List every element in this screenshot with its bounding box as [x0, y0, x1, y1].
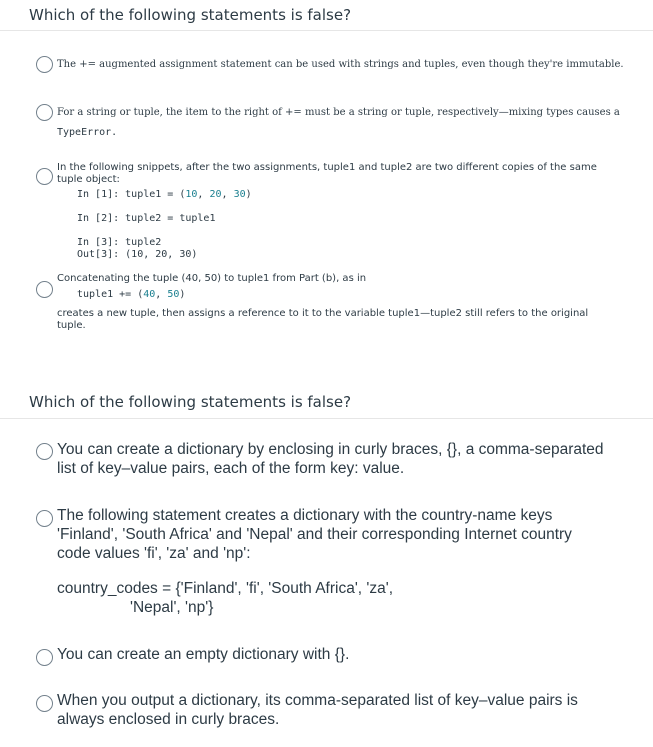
q2-option-b-line2: 'Finland', 'South Africa' and 'Nepal' and their corresponding Internet country: [57, 526, 572, 543]
q2-option-c-radio[interactable]: [36, 649, 53, 666]
q1-option-c-line2: tuple object:: [57, 174, 120, 185]
q1-option-d-line1: Concatenating the tuple (40, 50) to tuple1 from Part (b), as in: [57, 273, 367, 284]
q2-option-b-radio[interactable]: [36, 510, 53, 527]
q1-option-c-radio[interactable]: [36, 168, 53, 185]
q1-option-b-radio[interactable]: [36, 104, 53, 121]
q1-option-c-code-line-2: In [2]: tuple2 = tuple1: [77, 213, 216, 224]
q1-option-a-text: The += augmented assignment statement can be used with strings and tuples, even though they're immutable.: [57, 59, 624, 70]
q2-option-d-line1: When you output a dictionary, its comma-separated list of key–value pairs is: [57, 692, 578, 709]
q2-option-b-line1: The following statement creates a dictionary with the country-name keys: [57, 507, 553, 524]
q2-option-b-line3: code values 'fi', 'za' and 'np':: [57, 545, 251, 562]
question-2-title: Which of the following statements is false?: [29, 393, 352, 411]
q2-option-d-line2: always enclosed in curly braces.: [57, 711, 280, 728]
q2-option-d-radio[interactable]: [36, 695, 53, 712]
divider: [0, 30, 653, 31]
q1-option-b-line2: TypeError.: [57, 127, 118, 138]
question-1-title: Which of the following statements is false?: [29, 6, 352, 24]
divider: [0, 418, 653, 419]
q1-option-d-line2: creates a new tuple, then assigns a reference to it to the variable tuple1—tuple2 still refers to the original: [57, 308, 589, 319]
q1-option-c-line1: In the following snippets, after the two assignments, tuple1 and tuple2 are two different copies of the same: [57, 162, 597, 173]
q1-option-c-code-line-3: In [3]: tuple2: [77, 237, 162, 248]
q2-option-c-text: You can create an empty dictionary with {}.: [57, 646, 350, 663]
q2-option-b-code-line-1: country_codes = {'Finland', 'fi', 'South Africa', 'za',: [57, 580, 394, 597]
q1-option-a-radio[interactable]: [36, 56, 53, 73]
q1-option-c-code-line-1: In [1]: tuple1 = (10, 20, 30): [77, 189, 252, 200]
q1-option-c-code-line-4: Out[3]: (10, 20, 30): [77, 249, 198, 260]
q1-option-d-code: tuple1 += (40, 50): [77, 289, 186, 300]
q1-option-d-radio[interactable]: [36, 281, 53, 298]
q2-option-a-line2: list of key–value pairs, each of the form key: value.: [57, 460, 405, 477]
q1-option-b-line1: For a string or tuple, the item to the right of += must be a string or tuple, respectively—mixing types causes a: [57, 107, 620, 118]
q2-option-a-radio[interactable]: [36, 443, 53, 460]
q2-option-b-code-line-2: 'Nepal', 'np'}: [130, 599, 214, 616]
q1-option-d-line3: tuple.: [57, 320, 86, 331]
q2-option-a-line1: You can create a dictionary by enclosing in curly braces, {}, a comma-separated: [57, 441, 604, 458]
